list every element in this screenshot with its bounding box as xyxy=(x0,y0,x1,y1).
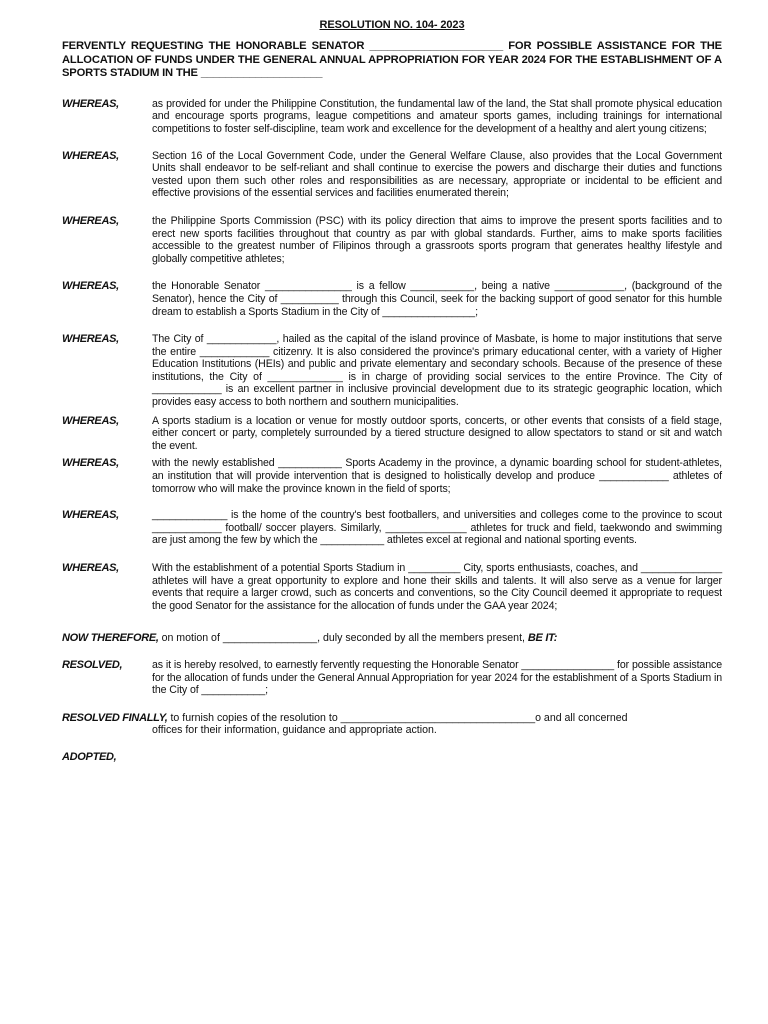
now-therefore-text: on motion of ________________, duly seconded by all the members present, xyxy=(158,632,528,645)
resolved-finally-text: to furnish copies of the resolution to _________________________________o and all concerned xyxy=(167,711,628,724)
whereas-keyword: WHEREAS, xyxy=(62,333,119,346)
whereas-keyword: WHEREAS, xyxy=(62,414,119,427)
whereas-clause xyxy=(62,457,722,495)
whereas-keyword: WHEREAS, xyxy=(62,97,119,110)
whereas-text: Section 16 of the Local Government Code, under the General Welfare Clause, also provides that the Local Government Units shall endeavor to be self-reliant and shall continue to exercise the powers and discharge their duties and functions vested upon them such other roles and responsibilities as are necessary, appropriate or incidental to be efficient and effective provisions of the essential services and facilities enumerated therein; xyxy=(152,149,722,200)
whereas-text: A sports stadium is a location or venue for mostly outdoor sports, concerts, or other events that consists of a field stage, either concert or party, completely surrounded by a tiered structure designed to allow spectators to stand or sit and watch the event. xyxy=(152,414,722,452)
whereas-clause xyxy=(62,333,722,409)
resolved-text: as it is hereby resolved, to earnestly fervently requesting the Honorable Senator ________________ for possible assistance for the allocation of funds under the General Annual Appropriation for year 2024 for the establishment of a Sports Stadium in the City of ___________; xyxy=(152,658,722,697)
whereas-clause xyxy=(62,562,722,612)
whereas-keyword: WHEREAS, xyxy=(62,509,119,522)
resolved-clause xyxy=(62,659,722,697)
whereas-text: _____________ is the home of the country's best footballers, and universities and colleges come to the province to scout ____________ football/ soccer players. Similarly, ______________ athletes for truck and field, taekwondo and swimming are just among the few by which the ___________ athletes excel at regional and national sporting events. xyxy=(152,509,722,547)
now-therefore-clause xyxy=(62,632,722,645)
whereas-text: as provided for under the Philippine Constitution, the fundamental law of the land, the Stat shall promote physical education and encourage sports programs, league competitions and amateur sports games, including trainings for international competitions to foster self-discipline, team work and excellence for the development of a healthy and alert young citizens; xyxy=(152,97,722,135)
whereas-keyword: WHEREAS, xyxy=(62,457,119,470)
whereas-clause xyxy=(62,98,722,136)
resolved-finally-keyword: RESOLVED FINALLY, xyxy=(62,711,168,724)
whereas-clause xyxy=(62,280,722,318)
whereas-keyword: WHEREAS, xyxy=(62,562,119,574)
resolution-title: RESOLUTION NO. 104- 2023 xyxy=(319,19,465,31)
adopted-label: ADOPTED, xyxy=(62,750,117,763)
whereas-keyword: WHEREAS, xyxy=(62,214,119,227)
whereas-clause xyxy=(62,215,722,265)
whereas-text: With the establishment of a potential Sports Stadium in _________ City, sports enthusiasts, coaches, and ______________ athletes will have a great opportunity to explore and hone their skills and talents. It will also serve as a venue for larger events that require a larger crowd, such as concerts and conventions, so the City Council deemed it appropriate to request the good Senator for the assistance for the allocation of funds under the GAA year 2024; xyxy=(152,562,722,612)
resolution-heading: FERVENTLY REQUESTING THE HONORABLE SENATOR ______________________ FOR POSSIBLE ASSISTANCE FOR THE ALLOCATION OF FUNDS UNDER THE GENERAL ANNUAL APPROPRIATION FOR YEAR 2024 FOR THE ESTABLISHMENT OF A SPORTS STADIUM IN THE ____________________ xyxy=(62,40,722,80)
resolved-finally-text-continued: offices for their information, guidance and appropriate action. xyxy=(152,724,437,737)
whereas-keyword: WHEREAS, xyxy=(62,149,119,162)
whereas-text: The City of ____________, hailed as the capital of the island province of Masbate, is home to major institutions that serve the entire ____________ citizenry. It is also considered the province's primary educational center, with a variety of Higher Education Institutions (HEIs) and public and private elementary and secondary schools. Because of the presence of these institutions, the City of _____________ is in charge of providing social services to the entire Province. The City of ____________ is an excellent partner in inclusive provincial development due to its strategic geographic location, which provides easy access to both northern and southern municipalities. xyxy=(152,333,722,409)
whereas-text: the Honorable Senator _______________ is a fellow ___________, being a native ____________, (background of the Senator), hence the City of __________ through this Council, seek for the backing support of good senator for this humble dream to establish a Sports Stadium in the City of ________________; xyxy=(152,280,722,318)
whereas-text: with the newly established ___________ Sports Academy in the province, a dynamic boarding school for student-athletes, an institution that will provide intervention that is designed to holistically develop and produce ____________ athletes of tomorrow who will make the province known in the field of sports; xyxy=(152,457,722,495)
whereas-keyword: WHEREAS, xyxy=(62,280,119,293)
be-it-keyword: BE IT: xyxy=(527,632,558,645)
now-therefore-keyword: NOW THEREFORE, xyxy=(62,632,159,645)
whereas-text: the Philippine Sports Commission (PSC) with its policy direction that aims to improve the present sports facilities and to erect new sports facilities throughout that country as par with global standards. Further, aims to make sports facilities accessible to the greatest number of Filipinos through a grassroots sports program that generates healthy lifestyle and globally competitive athletes; xyxy=(152,214,722,265)
whereas-clause xyxy=(62,415,722,453)
resolved-keyword: RESOLVED, xyxy=(62,658,123,671)
whereas-clause xyxy=(62,150,722,200)
resolved-finally-clause xyxy=(62,712,722,737)
whereas-clause xyxy=(62,509,722,547)
